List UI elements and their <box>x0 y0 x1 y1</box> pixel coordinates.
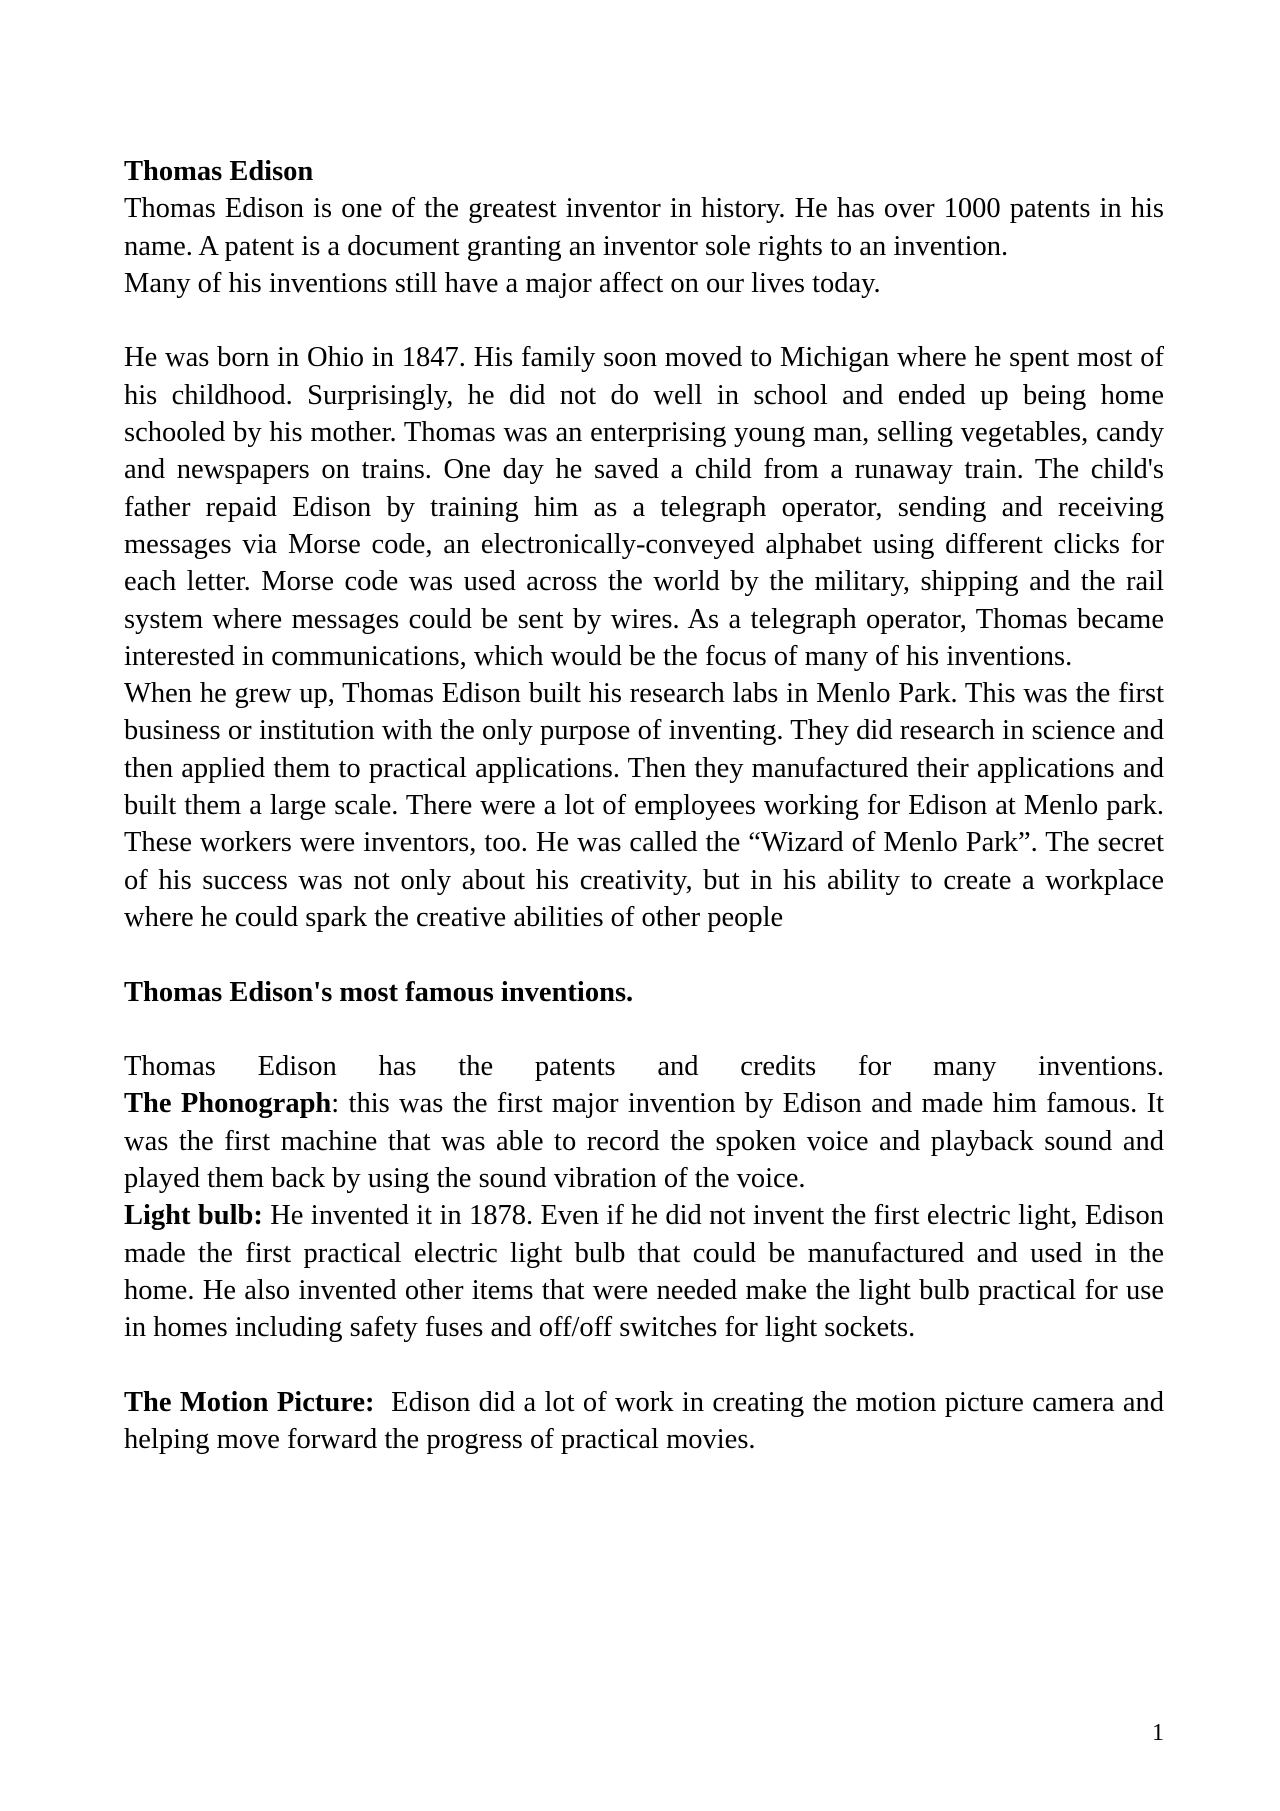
phonograph-text: : this was the first major invention by Edison and made him famous. It was the first machine that was able to record the spoken voice and playback sound and played them back by using the sound vibration of the voice. <box>124 1088 1164 1195</box>
motion-picture-term: The Motion Picture: <box>124 1386 375 1418</box>
motion-picture-paragraph <box>124 1384 1172 1459</box>
menlo-park-paragraph: When he grew up, Thomas Edison built his research labs in Menlo Park. This was the first business or institution with the only purpose of inventing. They did research in science and then applied them to practical applications. Then they manufactured their applications and built them a large scale. There were a lot of employees working for Edison at Menlo park. These workers were inventors, too. He was called the “Wizard of Menlo Park”. The secret of his success was not only about his creativity, but in his ability to create a workplace where he could spark the creative abilities of other people <box>124 678 1164 933</box>
blank-line <box>124 302 1164 339</box>
phonograph-paragraph <box>124 1085 1164 1197</box>
section-heading: Thomas Edison's most famous inventions. <box>124 976 634 1008</box>
light-bulb-paragraph <box>124 1197 1164 1346</box>
blank-line <box>124 1011 1164 1048</box>
biography-paragraph: He was born in Ohio in 1847. His family soon moved to Michigan where he spent most of his childhood. Surprisingly, he did not do well in school and ended up being home schooled by his mother. Thomas was an enterprising young man, selling vegetables, candy and newspapers on trains. One day he saved a child from a runaway train. The child's father repaid Edison by training him as a telegraph operator, sending and receiving messages via Morse code, an electronically-conveyed alphabet using different clicks for each letter. Morse code was used across the world by the military, shipping and the rail system where messages could be sent by wires. As a telegraph operator, Thomas became interested in communications, which would be the focus of many of his inventions. <box>124 342 1164 672</box>
blank-line <box>124 936 1164 973</box>
intro-paragraph-2: Many of his inventions still have a major affect on our lives today. <box>124 267 881 299</box>
light-bulb-text: He invented it in 1878. Even if he did not invent the first electric light, Edison made the first practical electric light bulb that could be manufactured and used in the home. He also invented other items that were needed make the light bulb practical for use in homes including safety fuses and off/off switches for light sockets. <box>124 1200 1165 1344</box>
light-bulb-term: Light bulb: <box>124 1200 263 1232</box>
blank-line <box>124 1347 1164 1384</box>
phonograph-term: The Phonograph <box>124 1088 332 1120</box>
motion-picture-text: Edison did a lot of work in creating the motion picture camera and helping move forward the progress of practical movies. <box>124 1386 1172 1456</box>
page-number: 1 <box>1152 1720 1164 1746</box>
intro-paragraph: Thomas Edison is one of the greatest inventor in history. He has over 1000 patents in his name. A patent is a document granting an inventor sole rights to an invention. <box>124 193 1164 262</box>
document-body <box>124 153 1172 1458</box>
inventions-intro: Thomas Edison has the patents and credits for many inventions. <box>124 1051 1164 1083</box>
document-title: Thomas Edison <box>124 156 314 187</box>
